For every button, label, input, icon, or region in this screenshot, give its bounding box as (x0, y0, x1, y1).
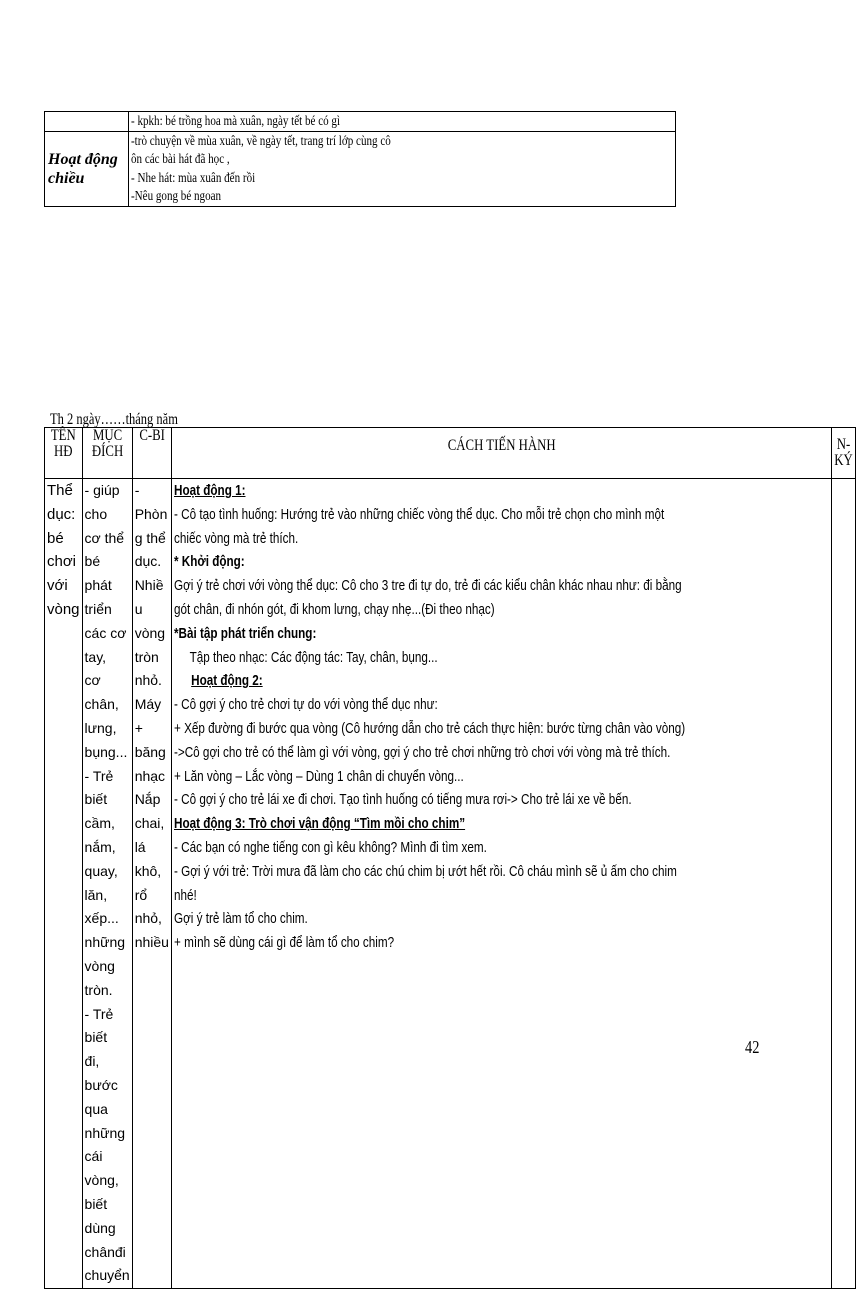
procedure-line: Gợi ý trẻ chơi với vòng thể dục: Cô cho 3 tre đi tự do, trẻ đi các kiểu chân khác nhau như: đi bằng (173, 577, 682, 595)
cell-line: đi, bước (84, 1053, 118, 1093)
header-preparation (132, 428, 171, 479)
table-row (45, 131, 676, 206)
cell-line: Phòn (134, 505, 168, 522)
page-number: 42 (745, 1037, 760, 1057)
cell-line: những (84, 934, 126, 951)
procedure-line: nhé! (173, 886, 197, 904)
cell-line: Nhiề (134, 577, 164, 594)
preparation-cell (132, 479, 171, 1289)
procedure-line: Hoạt động 2: (191, 672, 263, 690)
date-line: Th 2 ngày……tháng năm (50, 411, 178, 428)
cell-line: cơ chân, (84, 672, 119, 713)
cell-line: vòng (47, 600, 80, 618)
header-notes (832, 428, 856, 479)
header-purpose (82, 428, 132, 479)
afternoon-activity-table (44, 111, 676, 207)
cell-line: Máy (134, 696, 162, 713)
header-text: TÊN HĐ (50, 427, 76, 460)
header-activity-name (45, 428, 83, 479)
empty-label-cell (45, 112, 129, 132)
cell-line: Thể (47, 482, 73, 499)
procedure-line: - Cô gợi ý cho trẻ lái xe đi chơi. Tạo tình huống có tiếng mưa rơi-> Cho trẻ lái xe về bến. (173, 791, 632, 809)
cell-line: cái vòng, (84, 1148, 119, 1189)
cell-line: băng (134, 743, 166, 760)
procedure-line: + Xếp đường đi bước qua vòng (Cô hướng dẫn cho trẻ cách thực hiện: bước từng chân vào vòng) (173, 719, 686, 737)
header-text: CÁCH TIẾN HÀNH (447, 437, 556, 454)
cell-line: nhiều (134, 934, 169, 951)
cell-line: g thể (134, 529, 166, 546)
cell-line: tròn (134, 648, 159, 665)
header-text: N-KÝ (834, 436, 854, 469)
cell-line: nhạc (134, 767, 166, 784)
table-row (45, 479, 856, 1289)
cell-line: bé (47, 529, 64, 547)
header-text: MỤC ĐÍCH (91, 427, 123, 460)
procedure-line: Gợi ý trẻ làm tổ cho chim. (173, 910, 308, 928)
cell-line: xếp... (84, 910, 119, 927)
activity-label-cell (45, 131, 129, 206)
procedure-line: *Bài tập phát triển chung: (173, 624, 317, 642)
cell-line: nhỏ, (134, 910, 162, 927)
cell-line: u (134, 600, 143, 617)
cell-line: cơ thể bé (84, 529, 125, 570)
cell-line: dục. (134, 553, 162, 570)
procedure-line: - Cô gợi ý cho trẻ chơi tự do với vòng thể dục như: (173, 696, 438, 714)
activity-label: Hoạt động chiều (48, 150, 118, 187)
procedure-line: - Các bạn có nghe tiếng con gì kêu không? Mình đi tìm xem. (173, 838, 487, 856)
header-row (45, 428, 856, 479)
cell-line: quay, lăn, (84, 862, 118, 903)
procedure-line: - Cô tạo tình huống: Hướng trẻ vào những chiếc vòng thể dục. Cho mỗi trẻ chọn cho mình một (173, 505, 665, 523)
cell-line: lá (134, 838, 146, 855)
header-text: C-BI (139, 427, 165, 444)
cell-line: vòng tròn. (84, 957, 115, 998)
cell-line: + (134, 719, 143, 736)
kpkh-cell (129, 112, 676, 132)
detail-line: - Nhe hát: mùa xuân đến rồi (131, 169, 256, 185)
cell-line: phát triển (84, 577, 112, 617)
procedure-line: Tập theo nhạc: Các động tác: Tay, chân, bụng... (189, 648, 438, 666)
cell-line: biết dùng (84, 1195, 116, 1236)
detail-line: -Nêu gong bé ngoan (131, 188, 222, 203)
procedure-cell (171, 479, 831, 1289)
cell-line: chuyển (84, 1267, 130, 1284)
detail-line: -trò chuyện về mùa xuân, về ngày tết, trang trí lớp cùng cô (131, 132, 391, 148)
procedure-line: + mình sẽ dùng cái gì để làm tổ cho chim? (173, 934, 395, 952)
cell-line: - Trẻ biết (84, 1005, 114, 1046)
afternoon-details-cell (129, 131, 676, 206)
procedure-line: * Khởi động: (173, 553, 245, 571)
procedure-line: + Lăn vòng – Lắc vòng – Dùng 1 chân di chuyển vòng... (173, 767, 464, 785)
cell-line: với (47, 577, 68, 595)
procedure-line: gót chân, đi nhón gót, đi khom lưng, chạy nhẹ...(Đi theo nhạc) (173, 600, 495, 618)
cell-line: chai, (134, 815, 165, 832)
table-row (45, 112, 676, 132)
header-procedure (171, 428, 831, 479)
cell-line: các cơ tay, (84, 624, 127, 665)
cell-line: - giúp cho (84, 482, 120, 522)
cell-line: lưng, (84, 719, 117, 736)
procedure-line: chiếc vòng mà trẻ thích. (173, 529, 299, 547)
kpkh-text: - kpkh: bé trồng hoa mà xuân, ngày tết bé có gì (131, 113, 341, 128)
cell-line: bụng... (84, 743, 128, 760)
cell-line: - Trẻ biết (84, 767, 114, 808)
cell-line: chânđi (84, 1243, 126, 1260)
cell-line: qua những (84, 1100, 126, 1141)
procedure-line: Hoạt động 3: Trò chơi vận động “Tìm mồi cho chim” (173, 815, 466, 833)
lesson-plan-table (44, 427, 856, 1289)
procedure-line: Hoạt động 1: (173, 482, 246, 499)
cell-line: rổ (134, 886, 148, 903)
cell-line: chơi (47, 553, 77, 571)
cell-line: cầm, nắm, (84, 815, 116, 855)
cell-line: khô, (134, 862, 162, 879)
activity-name-cell (45, 479, 83, 1289)
procedure-line: ->Cô gợi cho trẻ có thể làm gì với vòng, gợi ý cho trẻ chơi những trò chơi với vòng mà trẻ thích. (173, 743, 671, 761)
cell-line: dục: (47, 505, 76, 523)
purpose-cell (82, 479, 132, 1289)
procedure-line: - Gợi ý với trẻ: Trời mưa đã làm cho các chú chim bị ướt hết rồi. Cô cháu mình sẽ ủ ấm cho chim (173, 862, 677, 880)
cell-line: nhỏ. (134, 672, 162, 689)
cell-line: vòng (134, 624, 166, 641)
detail-line: ôn các bài hát đã học , (131, 151, 230, 166)
notes-cell (832, 479, 856, 1289)
cell-line: Nắp (134, 791, 161, 808)
cell-line: - (134, 482, 140, 498)
